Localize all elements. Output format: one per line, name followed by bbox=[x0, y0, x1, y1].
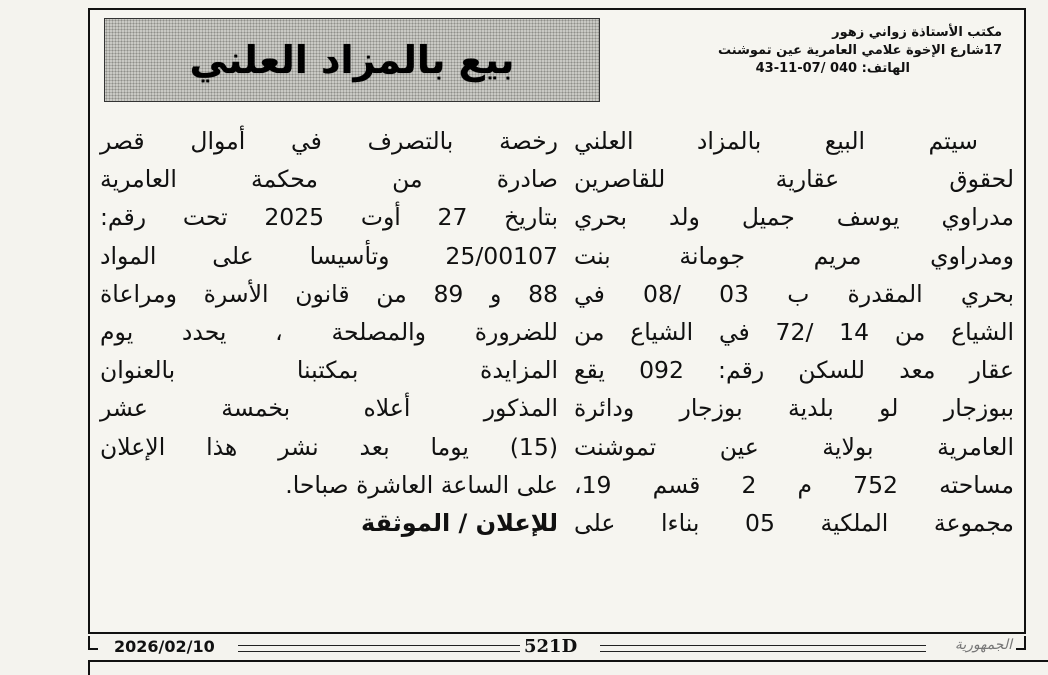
newspaper-name: الجمهورية bbox=[954, 637, 1012, 653]
office-phone: الهاتف: 040 /07-11-43 bbox=[755, 61, 910, 76]
text-line: رخصة بالتصرف في أموال قصر bbox=[100, 127, 558, 155]
office-name: مكتب الأستاذة زواني زهور bbox=[832, 25, 1002, 40]
page-footer bbox=[88, 636, 1026, 658]
text-column-left bbox=[100, 122, 558, 542]
text-line: بحري المقدرة ب 03 /08 في bbox=[574, 279, 1015, 308]
text-line: المزايدة بمكتبنا بالعنوان bbox=[100, 356, 558, 385]
text-line: الشياع من 14 /72 في الشياع من bbox=[574, 317, 1015, 346]
text-line: عقار معد للسكن رقم: 092 يقع bbox=[574, 356, 1015, 385]
text-line: على الساعة العاشرة صباحا. bbox=[285, 470, 558, 499]
office-address: 17شارع الإخوة علامي العامرية عين تموشنت bbox=[718, 43, 1002, 58]
text-line: بتاريخ 27 أوت 2025 تحت رقم: bbox=[100, 203, 558, 232]
title-banner bbox=[104, 18, 600, 102]
text-line: 88 و 89 من قانون الأسرة ومراعاة bbox=[100, 279, 558, 308]
text-line: مساحته 752 م 2 قسم 19، bbox=[574, 470, 1014, 499]
text-line: صادرة من محكمة العامرية bbox=[100, 165, 558, 194]
text-line: العامرية بولاية عين تموشنت bbox=[574, 432, 1014, 461]
text-line: مجموعة الملكية 05 بناءا على bbox=[574, 508, 1014, 537]
text-line: مدراوي يوسف جميل ولد بحري bbox=[574, 203, 1014, 232]
announcement-title: بيع بالمزاد العلني bbox=[189, 38, 515, 82]
text-line: 25/00107 وتأسيسا على المواد bbox=[100, 241, 558, 270]
signature-line: للإعلان / الموثقة bbox=[360, 508, 558, 537]
text-line: المذكور أعلاه بخمسة عشر bbox=[100, 394, 558, 423]
footer-rule bbox=[238, 645, 520, 652]
issue-code: 521D bbox=[524, 636, 578, 657]
text-line: ببوزجار لو بلدية بوزجار ودائرة bbox=[574, 394, 1014, 423]
footer-rule bbox=[600, 645, 926, 652]
text-line: سيتم البيع بالمزاد العلني bbox=[574, 127, 978, 155]
text-line: للضرورة والمصلحة ، يحدد يوم bbox=[100, 317, 558, 346]
next-article-border bbox=[88, 660, 1048, 675]
text-line: (15) يوما بعد نشر هذا الإعلان bbox=[100, 432, 558, 461]
text-column-right bbox=[574, 122, 1014, 542]
office-header bbox=[640, 24, 1002, 78]
issue-date: 2026/02/10 bbox=[114, 637, 215, 656]
text-line: ومدراوي مريم جومانة بنت bbox=[574, 241, 1014, 270]
text-line: لحقوق عقارية للقاصرين bbox=[574, 165, 1014, 194]
